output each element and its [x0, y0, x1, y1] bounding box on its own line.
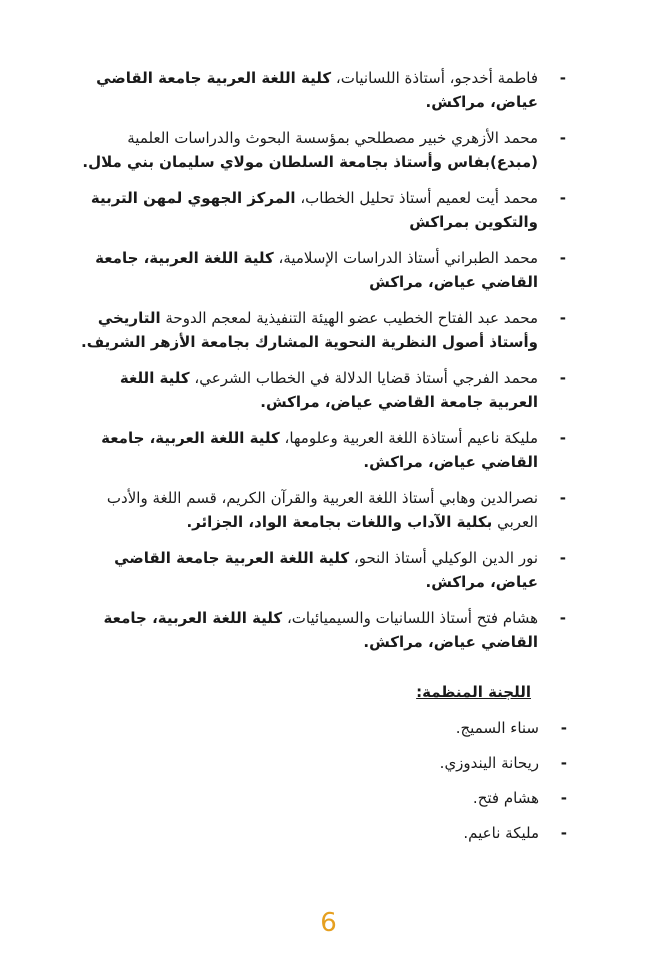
bullet: - [559, 609, 566, 627]
bullet: - [559, 369, 566, 387]
participant-name: محمد عبد الفتاح الخطيب عضو الهيئة التنفيذية لمعجم الدوحة [165, 309, 538, 327]
bullet: - [559, 69, 566, 87]
committee-title: اللجنة المنظمة: [416, 683, 531, 701]
participants-list [80, 66, 576, 654]
bullet: - [560, 789, 567, 807]
list-item [80, 66, 576, 114]
list-item [80, 486, 576, 534]
participant-affiliation: كلية اللغة العربية، جامعة القاضي عياض، مراكش. [103, 609, 538, 651]
list-item [440, 821, 577, 856]
participant-name: فاطمة أخدجو، أستاذة اللسانيات، [335, 69, 538, 87]
list-item [80, 306, 576, 354]
bullet: - [560, 719, 567, 737]
member-name: سناء السميج. [455, 719, 539, 737]
list-item [80, 546, 576, 594]
bullet: - [559, 429, 566, 447]
committee-members [440, 716, 577, 856]
participant-name: مليكة ناعيم أستاذة اللغة العربية وعلومها، [284, 429, 538, 447]
bullet: - [559, 549, 566, 567]
participant-name: محمد أيت لعميم أستاذ تحليل الخطاب، [300, 189, 538, 207]
participant-affiliation: كلية اللغة العربية، جامعة القاضي عياض، مراكش [95, 249, 538, 291]
participant-affiliation: كلية اللغة العربية جامعة القاضي عياض، مراكش. [119, 369, 538, 411]
participant-name: نصرالدين وهابي أستاذ اللغة العربية والقرآن الكريم، قسم اللغة والأدب العربي [106, 489, 538, 531]
page-number: 6 [320, 908, 337, 938]
participant-name: نور الدين الوكيلي أستاذ النحو، [353, 549, 538, 567]
list-item [80, 366, 576, 414]
participant-affiliation: بكلية الآداب واللغات بجامعة الواد، الجزائر. [186, 513, 493, 531]
participant-name: محمد الطبراني أستاذ الدراسات الإسلامية، [278, 249, 538, 267]
bullet: - [560, 754, 567, 772]
list-item [440, 786, 577, 821]
participant-affiliation: المركز الجهوي لمهن التربية والتكوين بمراكش [90, 189, 538, 231]
participant-affiliation: التاريخي وأستاذ أصول النظرية النحوية المشارك بجامعة الأزهر الشريف. [81, 309, 538, 351]
list-item [440, 716, 577, 751]
bullet: - [559, 489, 566, 507]
member-name: هشام فتح. [472, 789, 539, 807]
participant-name: محمد الفرجي أستاذ قضايا الدلالة في الخطاب الشرعي، [194, 369, 538, 387]
participant-affiliation: كلية اللغة العربية، جامعة القاضي عياض، مراكش. [101, 429, 538, 471]
list-item [80, 186, 576, 234]
member-name: مليكة ناعيم. [463, 824, 539, 842]
participant-affiliation: كلية اللغة العربية جامعة القاضي عياض، مراكش. [96, 69, 538, 111]
list-item [440, 751, 577, 786]
list-item [80, 426, 576, 474]
bullet: - [560, 824, 567, 842]
participant-affiliation: كلية اللغة العربية جامعة القاضي عياض، مراكش. [114, 549, 538, 591]
member-name: ريحانة اليندوزي. [439, 754, 539, 772]
participant-name: هشام فتح أستاذ اللسانيات والسيميائيات، [286, 609, 538, 627]
list-item [80, 246, 576, 294]
bullet: - [559, 129, 566, 147]
list-item [80, 606, 576, 654]
bullet: - [559, 189, 566, 207]
bullet: - [559, 249, 566, 267]
bullet: - [559, 309, 566, 327]
participant-name: محمد الأزهري خبير مصطلحي بمؤسسة البحوث والدراسات العلمية [127, 129, 538, 147]
participant-affiliation: (مبدع)بفاس وأستاذ بجامعة السلطان مولاي سليمان بني ملال. [82, 153, 538, 171]
list-item [80, 126, 576, 174]
